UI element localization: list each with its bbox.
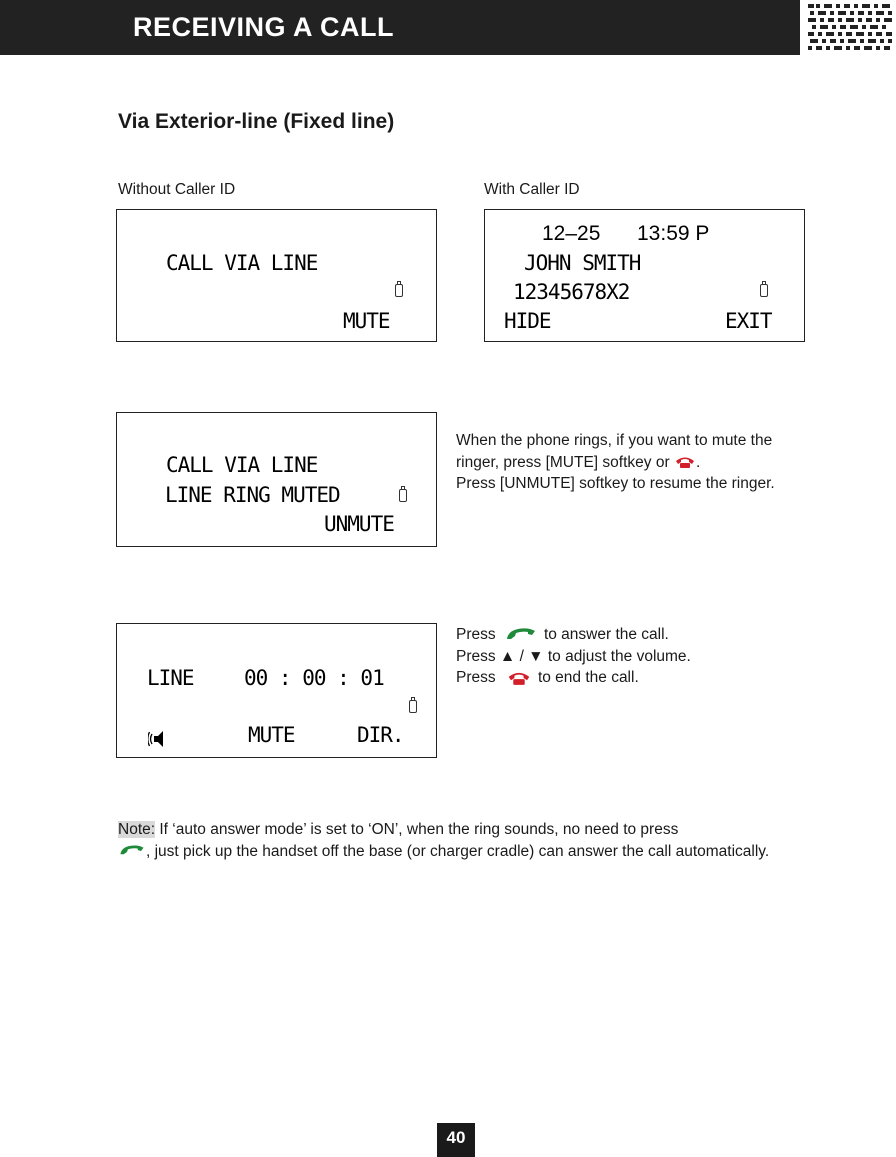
mute-instructions-period: . (695, 453, 701, 471)
mute-instructions (456, 430, 801, 495)
lcd-line-call-via-line: CALL VIA LINE (166, 251, 318, 275)
section-title: Via Exterior-line (Fixed line) (118, 110, 395, 133)
battery-icon (760, 284, 768, 297)
green-handset-icon (118, 842, 146, 860)
lcd-screen-in-call (116, 623, 437, 758)
speaker-icon (148, 728, 170, 750)
battery-icon (409, 700, 417, 713)
battery-icon (399, 489, 407, 502)
green-handset-icon (504, 625, 538, 645)
softkey-mute: MUTE (248, 723, 295, 747)
lcd-line-call-via-line: CALL VIA LINE (166, 453, 318, 477)
lcd-call-timer: 00 : 00 : 01 (244, 666, 384, 690)
softkey-mute: MUTE (343, 309, 390, 333)
end-press-label: Press (456, 669, 496, 686)
mute-instructions-line2: Press [UNMUTE] softkey to resume the ringer. (456, 475, 775, 492)
caption-without-caller-id: Without Caller ID (118, 181, 236, 198)
lcd-caller-number: 12345678X2 (513, 280, 630, 304)
page-title: RECEIVING A CALL (133, 12, 395, 42)
lcd-caller-name: JOHN SMITH (524, 251, 641, 275)
lcd-line-ring-muted: LINE RING MUTED (165, 483, 340, 507)
mute-instructions-line1: When the phone rings, if you want to mute the ringer, press [MUTE] softkey or (456, 432, 773, 471)
header-bar (0, 0, 800, 55)
auto-answer-note (118, 819, 808, 862)
decorative-pattern-icon (806, 2, 894, 52)
answer-press-label: Press (456, 626, 496, 643)
page-number: 40 (437, 1123, 475, 1157)
volume-instruction: Press ▲ / ▼ to adjust the volume. (456, 647, 691, 665)
answer-instruction-text: to answer the call. (543, 626, 669, 643)
note-text-part1: If ‘auto answer mode’ is set to ‘ON’, when the ring sounds, no need to press (155, 821, 679, 838)
lcd-screen-no-caller-id (116, 209, 437, 342)
softkey-unmute: UNMUTE (324, 512, 394, 536)
lcd-line-label: LINE (147, 666, 194, 690)
lcd-time: 13:59 P (637, 222, 710, 245)
red-handset-icon (506, 670, 532, 686)
call-instructions (456, 624, 801, 689)
lcd-date: 12–25 (542, 222, 601, 245)
softkey-directory: DIR. (357, 723, 404, 747)
battery-icon (395, 284, 403, 297)
softkey-exit: EXIT (725, 309, 772, 333)
red-handset-icon (674, 455, 696, 469)
lcd-screen-ring-muted (116, 412, 437, 547)
end-instruction-text: to end the call. (537, 669, 639, 686)
note-label: Note: (118, 821, 156, 838)
softkey-hide: HIDE (504, 309, 551, 333)
lcd-screen-with-caller-id (484, 209, 805, 342)
note-text-part2: , just pick up the handset off the base (or charger cradle) can answer the call automatically. (146, 842, 770, 860)
caption-with-caller-id: With Caller ID (484, 181, 580, 198)
